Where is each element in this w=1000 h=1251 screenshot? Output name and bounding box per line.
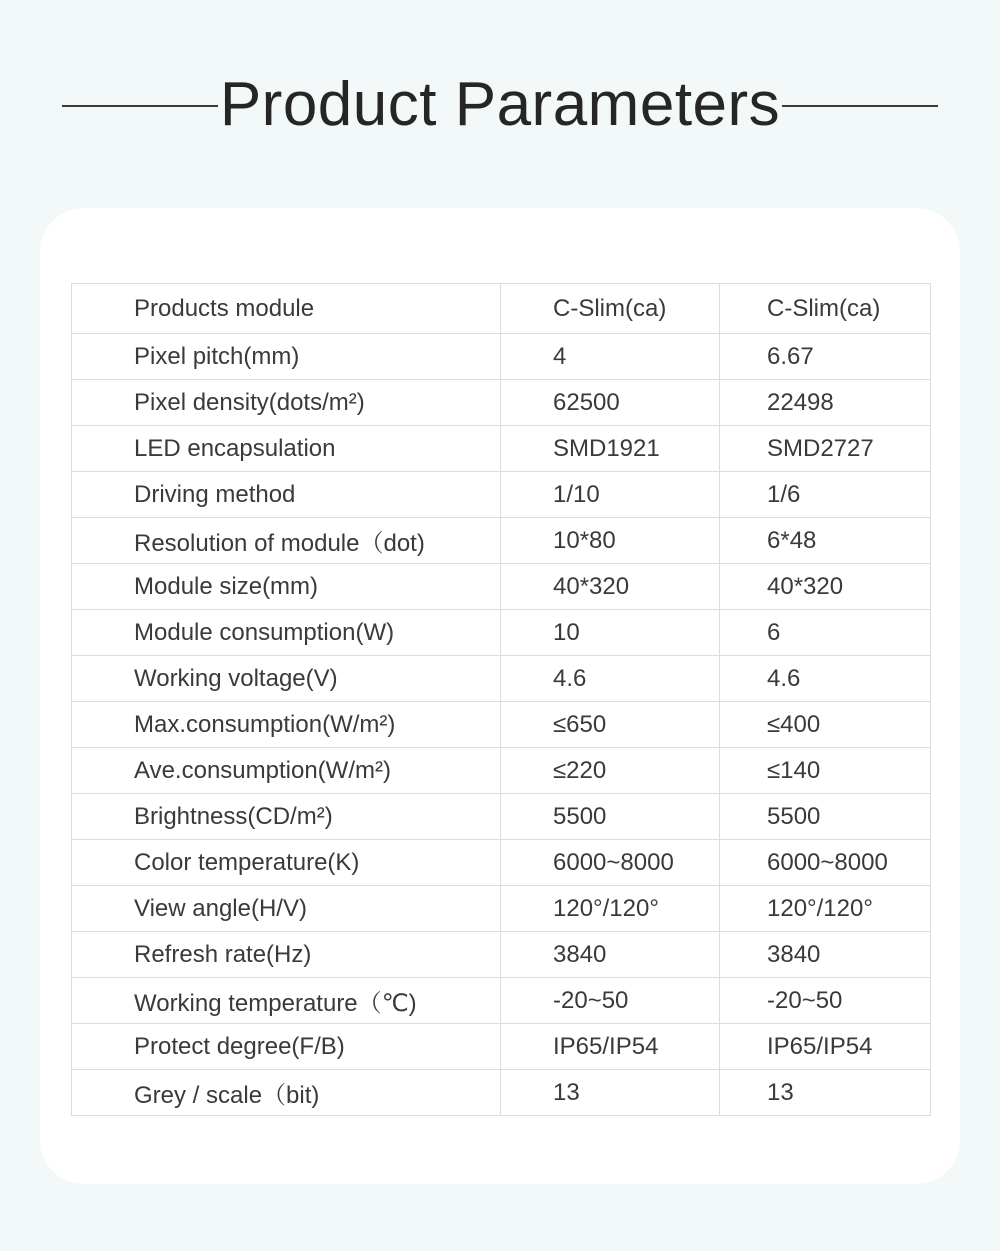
table-row <box>72 380 931 426</box>
table-row <box>72 1070 931 1116</box>
param-value-1: 1/10 <box>501 472 720 518</box>
param-value-1: -20~50 <box>501 978 720 1024</box>
header-cell-label: Products module <box>72 284 501 334</box>
param-value-1: 13 <box>501 1070 720 1116</box>
param-value-1: 4.6 <box>501 656 720 702</box>
param-value-2: 4.6 <box>720 656 931 702</box>
param-value-1: 120°/120° <box>501 886 720 932</box>
table-row <box>72 748 931 794</box>
param-label: LED encapsulation <box>72 426 501 472</box>
param-value-1: 3840 <box>501 932 720 978</box>
param-value-2: 120°/120° <box>720 886 931 932</box>
table-row <box>72 840 931 886</box>
param-value-1: 6000~8000 <box>501 840 720 886</box>
param-label: Working temperature（℃) <box>72 978 501 1024</box>
param-value-1: 10*80 <box>501 518 720 564</box>
param-value-1: SMD1921 <box>501 426 720 472</box>
param-value-2: 13 <box>720 1070 931 1116</box>
param-value-2: 5500 <box>720 794 931 840</box>
param-value-1: 40*320 <box>501 564 720 610</box>
param-value-2: 40*320 <box>720 564 931 610</box>
param-label: Pixel density(dots/m²) <box>72 380 501 426</box>
param-value-1: 5500 <box>501 794 720 840</box>
param-value-2: ≤140 <box>720 748 931 794</box>
param-value-2: IP65/IP54 <box>720 1024 931 1070</box>
table-row <box>72 978 931 1024</box>
param-value-1: ≤220 <box>501 748 720 794</box>
param-value-2: ≤400 <box>720 702 931 748</box>
param-value-2: 22498 <box>720 380 931 426</box>
param-label: Module size(mm) <box>72 564 501 610</box>
header-cell-model-2: C-Slim(ca) <box>720 284 931 334</box>
parameters-table <box>71 283 931 1116</box>
param-value-2: SMD2727 <box>720 426 931 472</box>
table-row <box>72 702 931 748</box>
param-value-1: ≤650 <box>501 702 720 748</box>
title-divider-right <box>782 105 938 107</box>
table-row <box>72 1024 931 1070</box>
param-label: Brightness(CD/m²) <box>72 794 501 840</box>
table-row <box>72 610 931 656</box>
page-title: Product Parameters <box>219 70 781 139</box>
param-value-2: 1/6 <box>720 472 931 518</box>
table-row <box>72 932 931 978</box>
param-value-1: 4 <box>501 334 720 380</box>
param-value-2: 6*48 <box>720 518 931 564</box>
param-value-2: 6 <box>720 610 931 656</box>
param-label: Module consumption(W) <box>72 610 501 656</box>
param-label: View angle(H/V) <box>72 886 501 932</box>
param-label: Max.consumption(W/m²) <box>72 702 501 748</box>
table-row <box>72 518 931 564</box>
param-label: Resolution of module（dot) <box>72 518 501 564</box>
param-label: Protect degree(F/B) <box>72 1024 501 1070</box>
table-row <box>72 564 931 610</box>
table-row <box>72 794 931 840</box>
header-cell-model-1: C-Slim(ca) <box>501 284 720 334</box>
table-row <box>72 426 931 472</box>
param-value-1: 62500 <box>501 380 720 426</box>
param-label: Color temperature(K) <box>72 840 501 886</box>
param-label: Working voltage(V) <box>72 656 501 702</box>
param-value-2: 6.67 <box>720 334 931 380</box>
page-header <box>0 60 1000 150</box>
param-value-2: -20~50 <box>720 978 931 1024</box>
param-value-1: 10 <box>501 610 720 656</box>
param-label: Refresh rate(Hz) <box>72 932 501 978</box>
param-label: Driving method <box>72 472 501 518</box>
param-label: Pixel pitch(mm) <box>72 334 501 380</box>
table-row <box>72 886 931 932</box>
param-value-1: IP65/IP54 <box>501 1024 720 1070</box>
param-value-2: 3840 <box>720 932 931 978</box>
param-label: Grey / scale（bit) <box>72 1070 501 1116</box>
table-row <box>72 656 931 702</box>
table-row <box>72 334 931 380</box>
param-label: Ave.consumption(W/m²) <box>72 748 501 794</box>
table-header-row <box>72 284 931 334</box>
param-value-2: 6000~8000 <box>720 840 931 886</box>
table-row <box>72 472 931 518</box>
